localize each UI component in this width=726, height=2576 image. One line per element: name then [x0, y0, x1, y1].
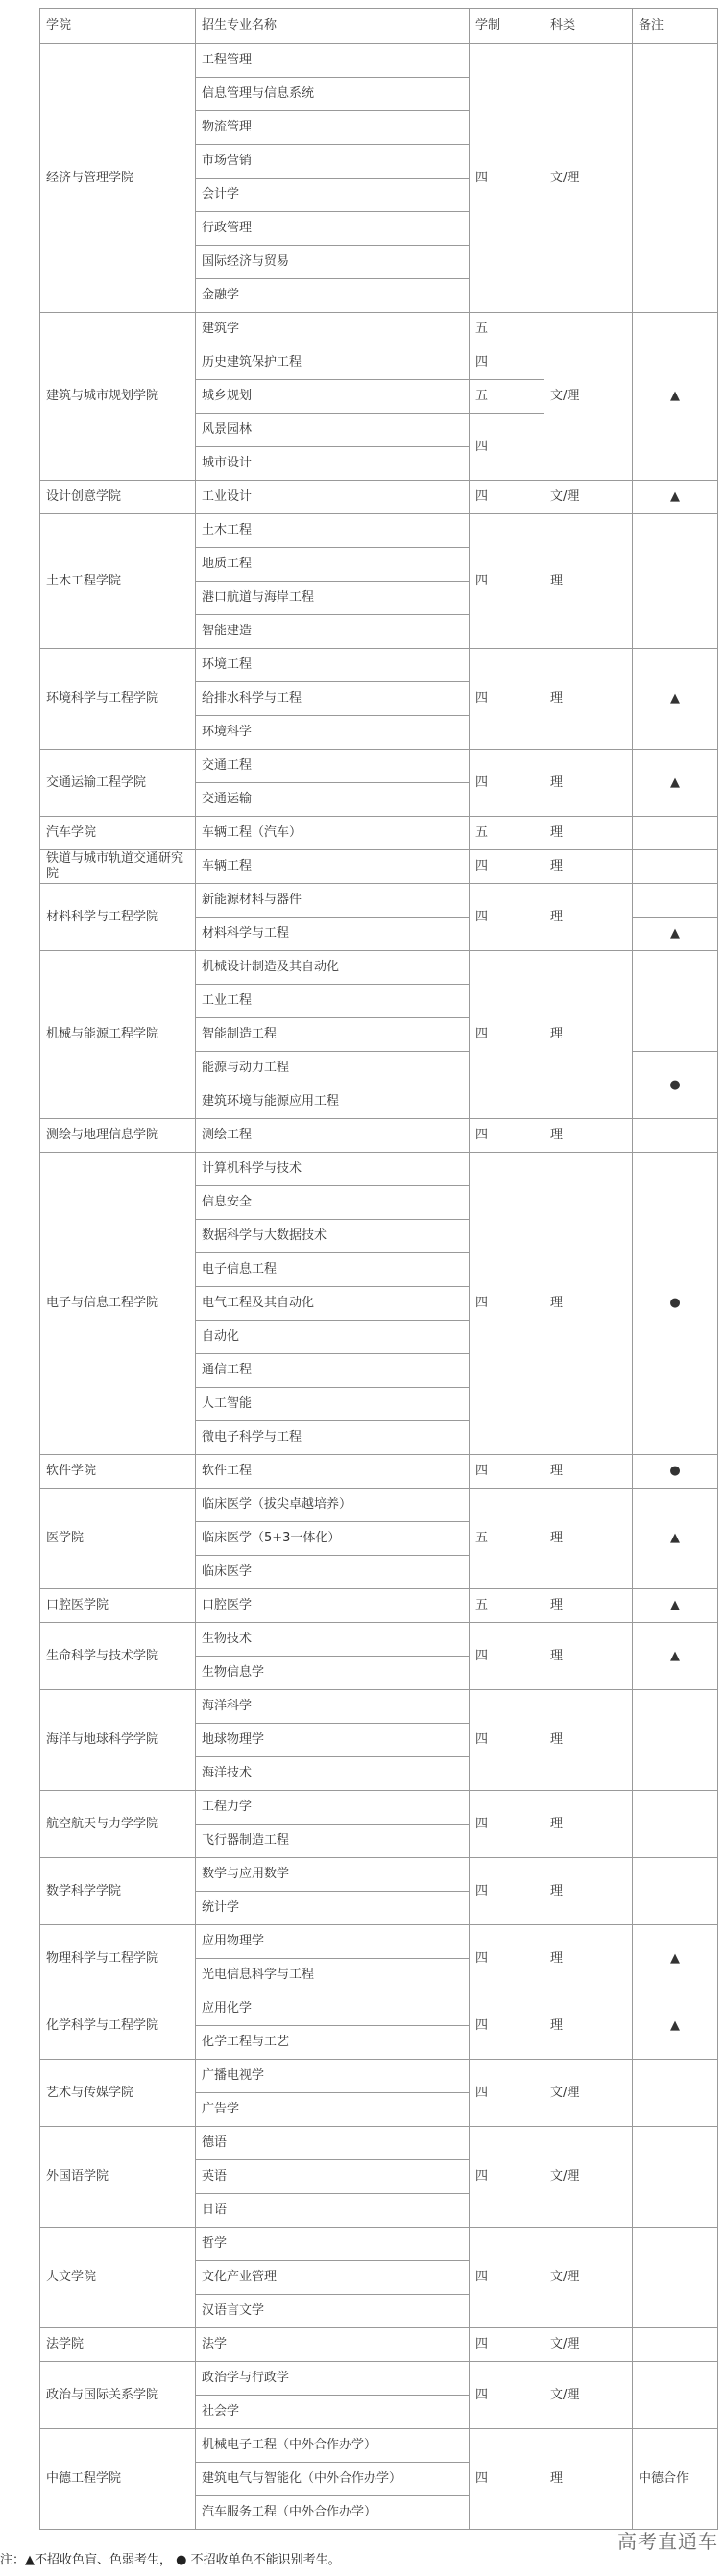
major-name: 环境工程	[196, 649, 470, 682]
college-name: 经济与管理学院	[40, 44, 196, 313]
college-name: 航空航天与力学学院	[40, 1791, 196, 1858]
subject-category: 文/理	[544, 2060, 633, 2127]
study-years: 四	[470, 2362, 544, 2429]
remark	[633, 850, 718, 884]
subject-category: 理	[544, 1623, 633, 1690]
watermark: 高考直通车	[617, 2530, 718, 2553]
major-name: 哲学	[196, 2228, 470, 2261]
major-name: 工业设计	[196, 481, 470, 514]
study-years: 五	[470, 1589, 544, 1623]
table-row	[40, 514, 718, 548]
table-row	[40, 1690, 718, 1724]
study-years: 四	[470, 649, 544, 750]
college-name: 汽车学院	[40, 817, 196, 850]
remark: ▲	[633, 1992, 718, 2060]
major-name: 新能源材料与器件	[196, 884, 470, 918]
major-name: 行政管理	[196, 212, 470, 246]
major-name: 广告学	[196, 2093, 470, 2127]
table-row	[40, 850, 718, 884]
major-name: 物流管理	[196, 111, 470, 145]
remark	[633, 1690, 718, 1791]
remark: ▲	[633, 1925, 718, 1992]
remark	[633, 2228, 718, 2328]
major-name: 化学工程与工艺	[196, 2026, 470, 2060]
major-name: 汉语言文学	[196, 2295, 470, 2328]
study-years: 四	[470, 750, 544, 817]
table-row	[40, 2362, 718, 2396]
table-row	[40, 1925, 718, 1959]
table-row	[40, 1455, 718, 1489]
header-category: 科类	[544, 9, 633, 44]
remark: ▲	[633, 1489, 718, 1589]
study-years: 五	[470, 313, 544, 346]
subject-category: 理	[544, 1690, 633, 1791]
college-name: 测绘与地理信息学院	[40, 1119, 196, 1153]
major-name: 通信工程	[196, 1354, 470, 1388]
college-name: 医学院	[40, 1489, 196, 1589]
college-name: 物理科学与工程学院	[40, 1925, 196, 1992]
subject-category: 理	[544, 750, 633, 817]
study-years: 四	[470, 514, 544, 649]
college-name: 软件学院	[40, 1455, 196, 1489]
remark	[633, 951, 718, 1052]
study-years: 四	[470, 951, 544, 1119]
major-name: 工业工程	[196, 985, 470, 1018]
subject-category: 理	[544, 850, 633, 884]
study-years: 四	[470, 44, 544, 313]
major-name: 光电信息科学与工程	[196, 1959, 470, 1992]
major-name: 数据科学与大数据技术	[196, 1220, 470, 1253]
major-name: 文化产业管理	[196, 2261, 470, 2295]
study-years: 四	[470, 1119, 544, 1153]
college-name: 生命科学与技术学院	[40, 1623, 196, 1690]
table-row	[40, 1589, 718, 1623]
major-name: 电子信息工程	[196, 1253, 470, 1287]
remark	[633, 817, 718, 850]
major-name: 临床医学（拔尖卓越培养）	[196, 1489, 470, 1522]
major-name: 汽车服务工程（中外合作办学）	[196, 2496, 470, 2530]
table-row	[40, 1489, 718, 1522]
major-name: 法学	[196, 2328, 470, 2362]
remark	[633, 514, 718, 649]
study-years: 五	[470, 1489, 544, 1589]
major-name: 城市设计	[196, 447, 470, 481]
study-years: 四	[470, 1992, 544, 2060]
college-name: 外国语学院	[40, 2127, 196, 2228]
header-notes: 备注	[633, 9, 718, 44]
major-name: 计算机科学与技术	[196, 1153, 470, 1186]
major-name: 口腔医学	[196, 1589, 470, 1623]
table-row	[40, 817, 718, 850]
major-name: 机械设计制造及其自动化	[196, 951, 470, 985]
college-name: 中德工程学院	[40, 2429, 196, 2530]
college-name: 交通运输工程学院	[40, 750, 196, 817]
major-name: 英语	[196, 2160, 470, 2194]
major-name: 智能制造工程	[196, 1018, 470, 1052]
study-years: 四	[470, 1623, 544, 1690]
remark: ●	[633, 1052, 718, 1119]
major-name: 工程力学	[196, 1791, 470, 1825]
subject-category: 理	[544, 951, 633, 1119]
study-years: 四	[470, 2429, 544, 2530]
table-row	[40, 884, 718, 918]
study-years: 四	[470, 1858, 544, 1925]
major-name: 应用化学	[196, 1992, 470, 2026]
table-row	[40, 2429, 718, 2463]
study-years: 四	[470, 1690, 544, 1791]
remark	[633, 1119, 718, 1153]
study-years: 四	[470, 481, 544, 514]
table-row	[40, 2127, 718, 2160]
study-years: 四	[470, 1925, 544, 1992]
table-row	[40, 2060, 718, 2093]
college-name: 海洋与地球科学学院	[40, 1690, 196, 1791]
major-name: 德语	[196, 2127, 470, 2160]
major-name: 生物信息学	[196, 1657, 470, 1690]
table-row	[40, 1791, 718, 1825]
table-row	[40, 481, 718, 514]
table-body	[40, 44, 718, 2530]
subject-category: 理	[544, 1925, 633, 1992]
remark: ●	[633, 1153, 718, 1455]
table-header-row	[40, 9, 718, 44]
major-name: 工程管理	[196, 44, 470, 78]
subject-category: 理	[544, 817, 633, 850]
major-name: 港口航道与海岸工程	[196, 582, 470, 615]
major-name: 历史建筑保护工程	[196, 346, 470, 380]
major-name: 风景园林	[196, 414, 470, 447]
table-row	[40, 750, 718, 783]
remark: ▲	[633, 1589, 718, 1623]
major-name: 信息管理与信息系统	[196, 78, 470, 111]
table-row	[40, 44, 718, 78]
study-years: 四	[470, 414, 544, 481]
major-name: 飞行器制造工程	[196, 1825, 470, 1858]
header-major: 招生专业名称	[196, 9, 470, 44]
major-name: 统计学	[196, 1892, 470, 1925]
footnote: 注：▲不招收色盲、色弱考生， ● 不招收单色不能识别考生。	[0, 2553, 341, 2567]
college-name: 土木工程学院	[40, 514, 196, 649]
remark: ▲	[633, 649, 718, 750]
table-row	[40, 313, 718, 346]
major-name: 自动化	[196, 1321, 470, 1354]
college-name: 艺术与传媒学院	[40, 2060, 196, 2127]
table-row	[40, 649, 718, 682]
subject-category: 理	[544, 1589, 633, 1623]
remark	[633, 44, 718, 313]
subject-category: 文/理	[544, 2328, 633, 2362]
major-name: 地球物理学	[196, 1724, 470, 1757]
remark: ▲	[633, 313, 718, 481]
major-name: 临床医学	[196, 1556, 470, 1589]
major-name: 车辆工程（汽车）	[196, 817, 470, 850]
remark	[633, 2060, 718, 2127]
major-name: 土木工程	[196, 514, 470, 548]
college-name: 环境科学与工程学院	[40, 649, 196, 750]
college-name: 材料科学与工程学院	[40, 884, 196, 951]
major-name: 政治学与行政学	[196, 2362, 470, 2396]
remark: 中德合作	[633, 2429, 718, 2530]
remark	[633, 2328, 718, 2362]
remark: ▲	[633, 918, 718, 951]
table-row	[40, 2328, 718, 2362]
header-college: 学院	[40, 9, 196, 44]
subject-category: 文/理	[544, 2362, 633, 2429]
major-name: 城乡规划	[196, 380, 470, 414]
study-years: 四	[470, 2060, 544, 2127]
study-years: 四	[470, 346, 544, 380]
subject-category: 文/理	[544, 44, 633, 313]
subject-category: 理	[544, 1858, 633, 1925]
table-row	[40, 1153, 718, 1186]
major-name: 智能建造	[196, 615, 470, 649]
study-years: 四	[470, 2228, 544, 2328]
major-name: 广播电视学	[196, 2060, 470, 2093]
study-years: 五	[470, 817, 544, 850]
major-name: 交通运输	[196, 783, 470, 817]
major-name: 日语	[196, 2194, 470, 2228]
major-name: 软件工程	[196, 1455, 470, 1489]
study-years: 五	[470, 380, 544, 414]
remark: ●	[633, 1455, 718, 1489]
major-name: 环境科学	[196, 716, 470, 750]
subject-category: 理	[544, 514, 633, 649]
major-name: 生物技术	[196, 1623, 470, 1657]
major-name: 人工智能	[196, 1388, 470, 1421]
subject-category: 文/理	[544, 313, 633, 481]
subject-category: 理	[544, 1791, 633, 1858]
college-name: 建筑与城市规划学院	[40, 313, 196, 481]
major-name: 交通工程	[196, 750, 470, 783]
college-name: 化学科学与工程学院	[40, 1992, 196, 2060]
study-years: 四	[470, 1153, 544, 1455]
subject-category: 理	[544, 1455, 633, 1489]
study-years: 四	[470, 850, 544, 884]
college-name: 人文学院	[40, 2228, 196, 2328]
major-name: 机械电子工程（中外合作办学）	[196, 2429, 470, 2463]
major-name: 社会学	[196, 2396, 470, 2429]
major-name: 测绘工程	[196, 1119, 470, 1153]
major-name: 信息安全	[196, 1186, 470, 1220]
college-name: 法学院	[40, 2328, 196, 2362]
college-name: 政治与国际关系学院	[40, 2362, 196, 2429]
major-name: 临床医学（5+3一体化）	[196, 1522, 470, 1556]
remark: ▲	[633, 481, 718, 514]
subject-category: 理	[544, 1992, 633, 2060]
remark	[633, 1858, 718, 1925]
table-row	[40, 1992, 718, 2026]
major-name: 会计学	[196, 179, 470, 212]
table-row	[40, 2228, 718, 2261]
major-name: 数学与应用数学	[196, 1858, 470, 1892]
college-name: 机械与能源工程学院	[40, 951, 196, 1119]
major-name: 建筑学	[196, 313, 470, 346]
table-row	[40, 1623, 718, 1657]
major-name: 建筑环境与能源应用工程	[196, 1085, 470, 1119]
remark: ▲	[633, 750, 718, 817]
table-row	[40, 1858, 718, 1892]
college-name: 口腔医学院	[40, 1589, 196, 1623]
major-name: 建筑电气与智能化（中外合作办学）	[196, 2463, 470, 2496]
major-name: 市场营销	[196, 145, 470, 179]
subject-category: 文/理	[544, 2228, 633, 2328]
subject-category: 理	[544, 649, 633, 750]
remark	[633, 884, 718, 918]
remark	[633, 2362, 718, 2429]
major-name: 给排水科学与工程	[196, 682, 470, 716]
study-years: 四	[470, 1455, 544, 1489]
table-row	[40, 1119, 718, 1153]
college-name: 铁道与城市轨道交通研究院	[40, 850, 196, 884]
major-name: 金融学	[196, 279, 470, 313]
subject-category: 文/理	[544, 481, 633, 514]
study-years: 四	[470, 2328, 544, 2362]
subject-category: 理	[544, 1153, 633, 1455]
college-name: 电子与信息工程学院	[40, 1153, 196, 1455]
study-years: 四	[470, 884, 544, 951]
major-name: 微电子科学与工程	[196, 1421, 470, 1455]
major-name: 电气工程及其自动化	[196, 1287, 470, 1321]
major-name: 能源与动力工程	[196, 1052, 470, 1085]
major-name: 海洋技术	[196, 1757, 470, 1791]
college-name: 设计创意学院	[40, 481, 196, 514]
remark	[633, 1791, 718, 1858]
subject-category: 理	[544, 2429, 633, 2530]
major-name: 材料科学与工程	[196, 918, 470, 951]
study-years: 四	[470, 2127, 544, 2228]
admissions-table	[39, 8, 718, 2530]
major-name: 地质工程	[196, 548, 470, 582]
major-name: 车辆工程	[196, 850, 470, 884]
major-name: 国际经济与贸易	[196, 246, 470, 279]
study-years: 四	[470, 1791, 544, 1858]
subject-category: 理	[544, 1489, 633, 1589]
major-name: 海洋科学	[196, 1690, 470, 1724]
subject-category: 理	[544, 884, 633, 951]
table-row	[40, 951, 718, 985]
remark: ▲	[633, 1623, 718, 1690]
remark	[633, 2127, 718, 2228]
college-name: 数学科学学院	[40, 1858, 196, 1925]
subject-category: 文/理	[544, 2127, 633, 2228]
major-name: 应用物理学	[196, 1925, 470, 1959]
subject-category: 理	[544, 1119, 633, 1153]
header-years: 学制	[470, 9, 544, 44]
